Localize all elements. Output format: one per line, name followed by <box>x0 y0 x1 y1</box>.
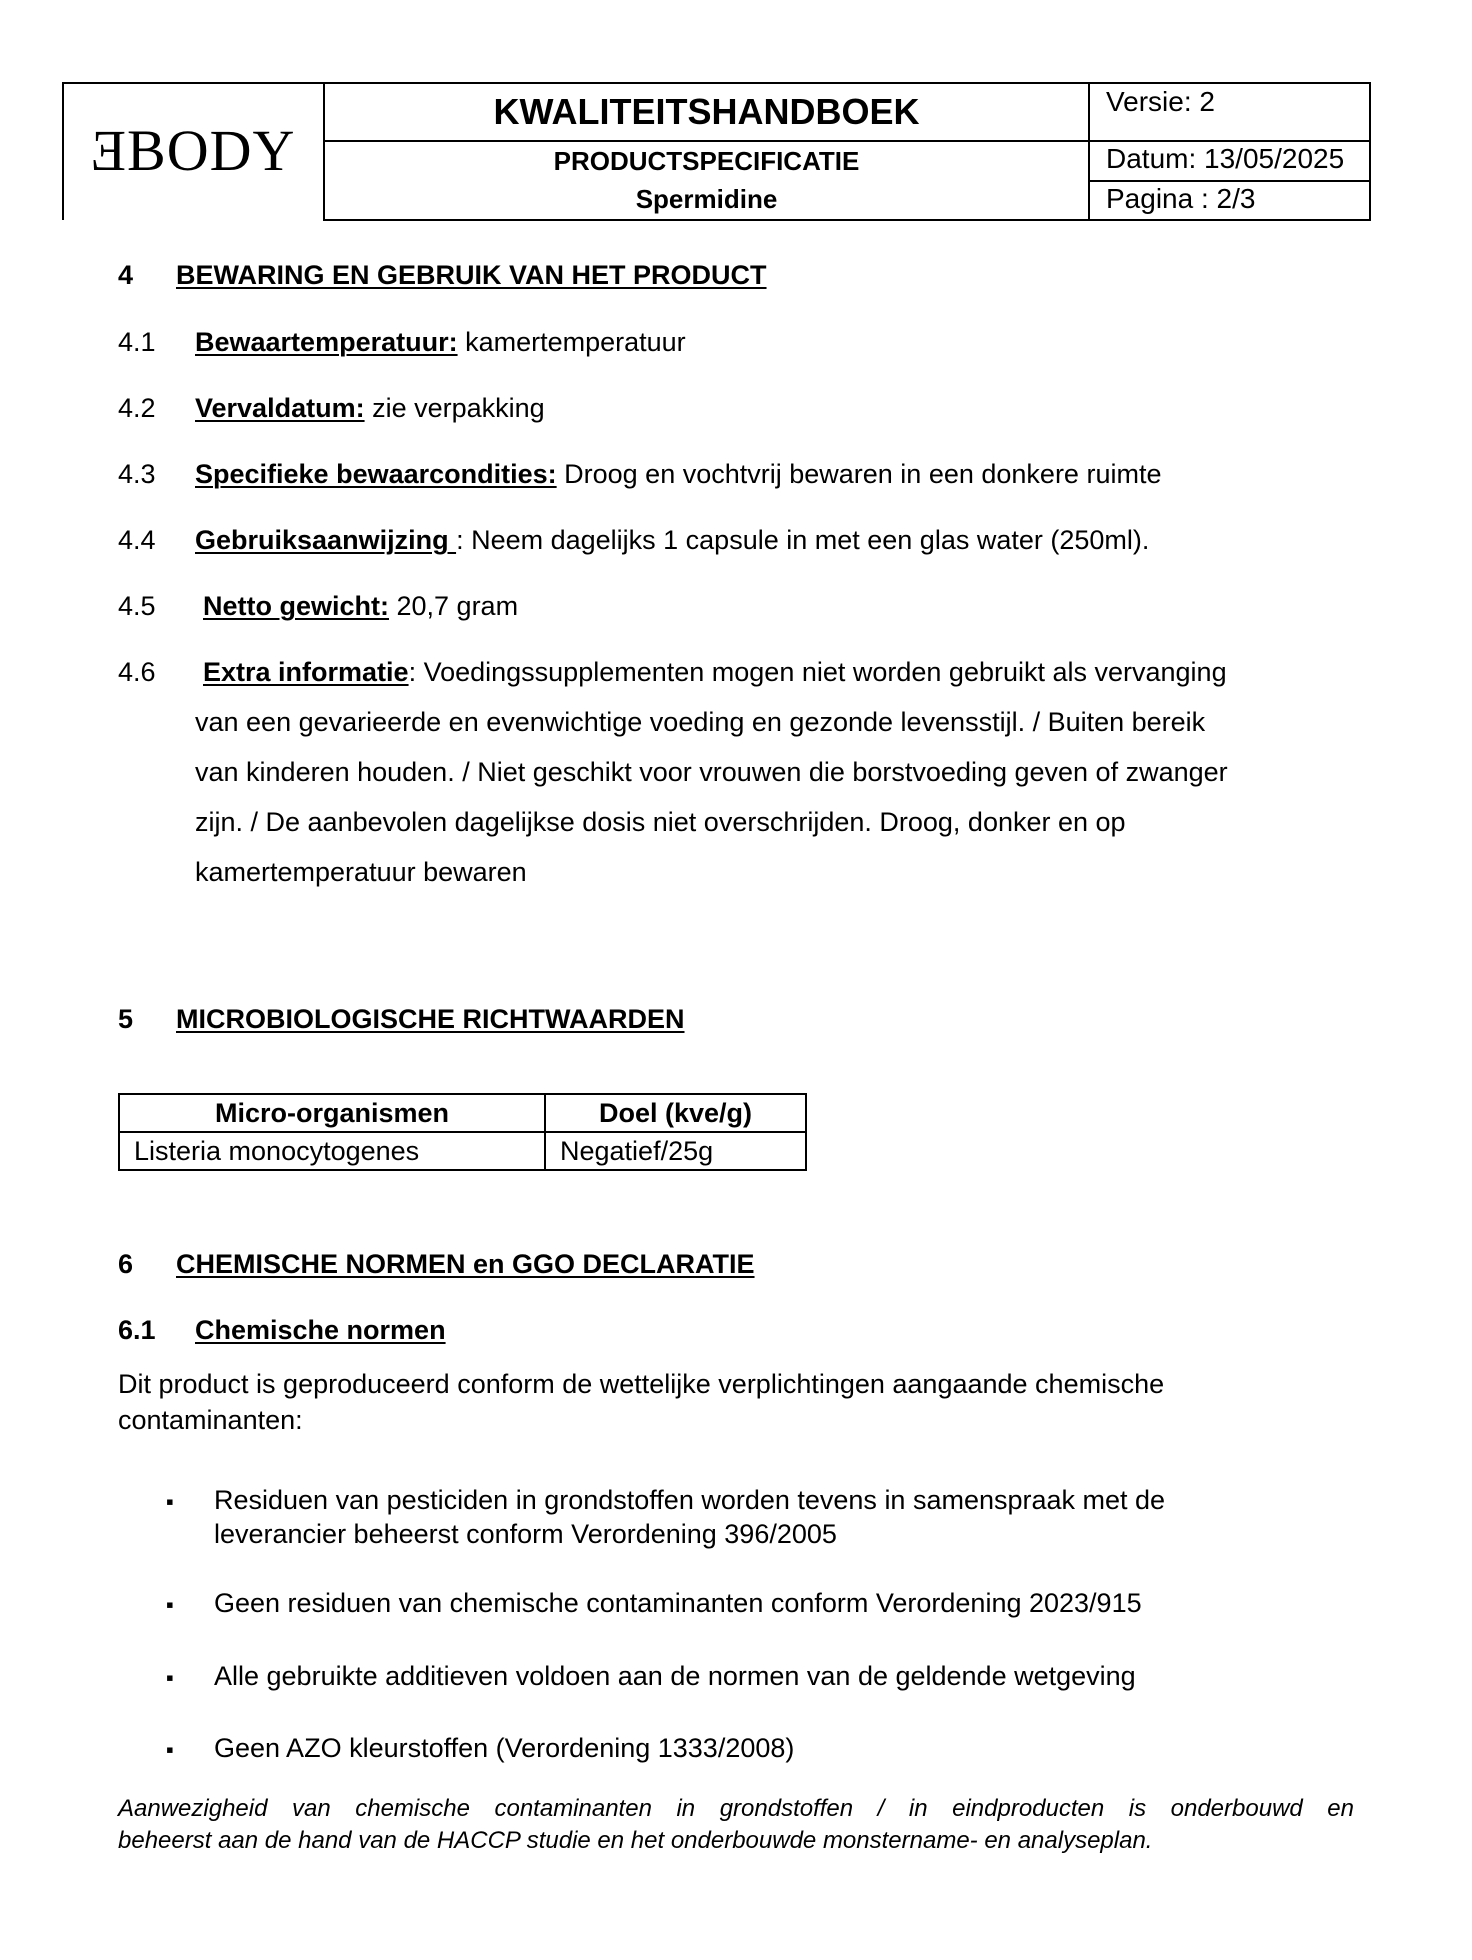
item-4-6-line-3: van kinderen houden. / Niet geschikt voor vrouwen die borstvoeding geven of zwanger <box>195 757 1228 787</box>
item-4-3-label: Specifieke bewaarcondities: <box>195 459 557 489</box>
table-row <box>119 1132 806 1170</box>
chem-note-line-2: beheerst aan de hand van de HACCP studie en het onderbouwde monstername- en analyseplan. <box>118 1827 1153 1854</box>
item-4-4-label: Gebruiksaanwijzing <box>195 525 457 555</box>
bullet-marker: ▪ <box>166 1737 174 1762</box>
section-6-number: 6 <box>118 1249 134 1279</box>
item-4-5-number: 4.5 <box>118 591 156 621</box>
bullet-marker: ▪ <box>166 1489 174 1514</box>
bullet-item-1-line-2: leverancier beheerst conform Verordening 396/2005 <box>214 1519 837 1549</box>
item-4-6-number: 4.6 <box>118 657 156 687</box>
bullet-item-4: Geen AZO kleurstoffen (Verordening 1333/2008) <box>214 1733 795 1763</box>
section-5-title: MICROBIOLOGISCHE RICHTWAARDEN <box>176 1004 685 1034</box>
item-4-1-label: Bewaartemperatuur: <box>195 327 458 357</box>
item-4-2-number: 4.2 <box>118 393 156 423</box>
bullet-item-3: Alle gebruikte additieven voldoen aan de normen van de geldende wetgeving <box>214 1661 1136 1691</box>
item-4-2-text: zie verpakking <box>364 393 545 423</box>
item-4-5-label: Netto gewicht: <box>203 591 389 621</box>
bullet-marker: ▪ <box>166 1592 174 1617</box>
item-4-4-number: 4.4 <box>118 525 156 555</box>
brand-logo: ƎBODY <box>90 117 296 183</box>
bullet-marker: ▪ <box>166 1665 174 1690</box>
page-label: Pagina : 2/3 <box>1106 183 1256 214</box>
item-4-1-text: kamertemperatuur <box>457 327 686 357</box>
chem-intro-line-2: contaminanten: <box>118 1405 303 1435</box>
item-4-5 <box>203 590 518 622</box>
item-4-6-line-4: zijn. / De aanbevolen dagelijkse dosis niet overschrijden. Droog, donker en op <box>195 807 1126 837</box>
section-4-title: BEWARING EN GEBRUIK VAN HET PRODUCT <box>176 260 767 290</box>
table-header-row <box>119 1094 806 1132</box>
item-4-6-line-2: van een gevarieerde en evenwichtige voeding en gezonde levensstijl. / Buiten bereik <box>195 707 1206 737</box>
section-6-title: CHEMISCHE NORMEN en GGO DECLARATIE <box>176 1249 755 1279</box>
section-4-number: 4 <box>118 260 134 290</box>
date-label: Datum: 13/05/2025 <box>1106 143 1345 174</box>
item-4-6-label: Extra informatie <box>203 657 409 687</box>
item-4-6 <box>203 656 1227 688</box>
chem-note <box>118 1793 1354 1857</box>
bullet-item-2: Geen residuen van chemische contaminanten conform Verordening 2023/915 <box>214 1588 1142 1618</box>
item-4-1 <box>195 326 686 358</box>
item-4-3-text: Droog en vochtvrij bewaren in een donkere ruimte <box>556 459 1162 489</box>
table-header-organism: Micro-organismen <box>119 1094 545 1132</box>
item-4-4-text: : Neem dagelijks 1 capsule in met een glas water (250ml). <box>456 525 1150 555</box>
table-header-target: Doel (kve/g) <box>545 1094 806 1132</box>
subsection-6-1-number: 6.1 <box>118 1315 156 1345</box>
item-4-6-text: : Voedingssupplementen mogen niet worden gebruikt als vervanging <box>408 657 1227 687</box>
micro-organisms-table <box>118 1093 807 1171</box>
item-4-6-line-5: kamertemperatuur bewaren <box>195 857 527 887</box>
bullet-item-1-line-1: Residuen van pesticiden in grondstoffen worden tevens in samenspraak met de <box>214 1485 1166 1515</box>
document-subtitle <box>325 142 1088 219</box>
subtitle-productspecificatie: PRODUCTSPECIFICATIE <box>553 146 860 176</box>
table-cell-organism: Listeria monocytogenes <box>119 1132 545 1170</box>
item-4-4 <box>195 524 1149 556</box>
document-title: KWALITEITSHANDBOEK <box>493 91 920 132</box>
table-cell-target: Negatief/25g <box>545 1132 806 1170</box>
subsection-6-1-title: Chemische normen <box>195 1315 446 1345</box>
section-5-number: 5 <box>118 1004 134 1034</box>
chem-note-line-1: Aanwezigheid van chemische contaminanten in grondstoffen / in eindproducten is onderbouwd en <box>118 1795 1354 1822</box>
item-4-3 <box>195 458 1161 490</box>
version-label: Versie: 2 <box>1106 86 1215 117</box>
item-4-2-label: Vervaldatum: <box>195 393 365 423</box>
subtitle-product-name: Spermidine <box>635 184 778 214</box>
item-4-5-text: 20,7 gram <box>389 591 519 621</box>
header-divider-vertical <box>1088 82 1090 221</box>
item-4-2 <box>195 392 545 424</box>
header-divider-date <box>1088 180 1371 182</box>
item-4-3-number: 4.3 <box>118 459 156 489</box>
item-4-1-number: 4.1 <box>118 327 156 357</box>
chem-intro-line-1: Dit product is geproduceerd conform de wettelijke verplichtingen aangaande chemische <box>118 1369 1165 1399</box>
